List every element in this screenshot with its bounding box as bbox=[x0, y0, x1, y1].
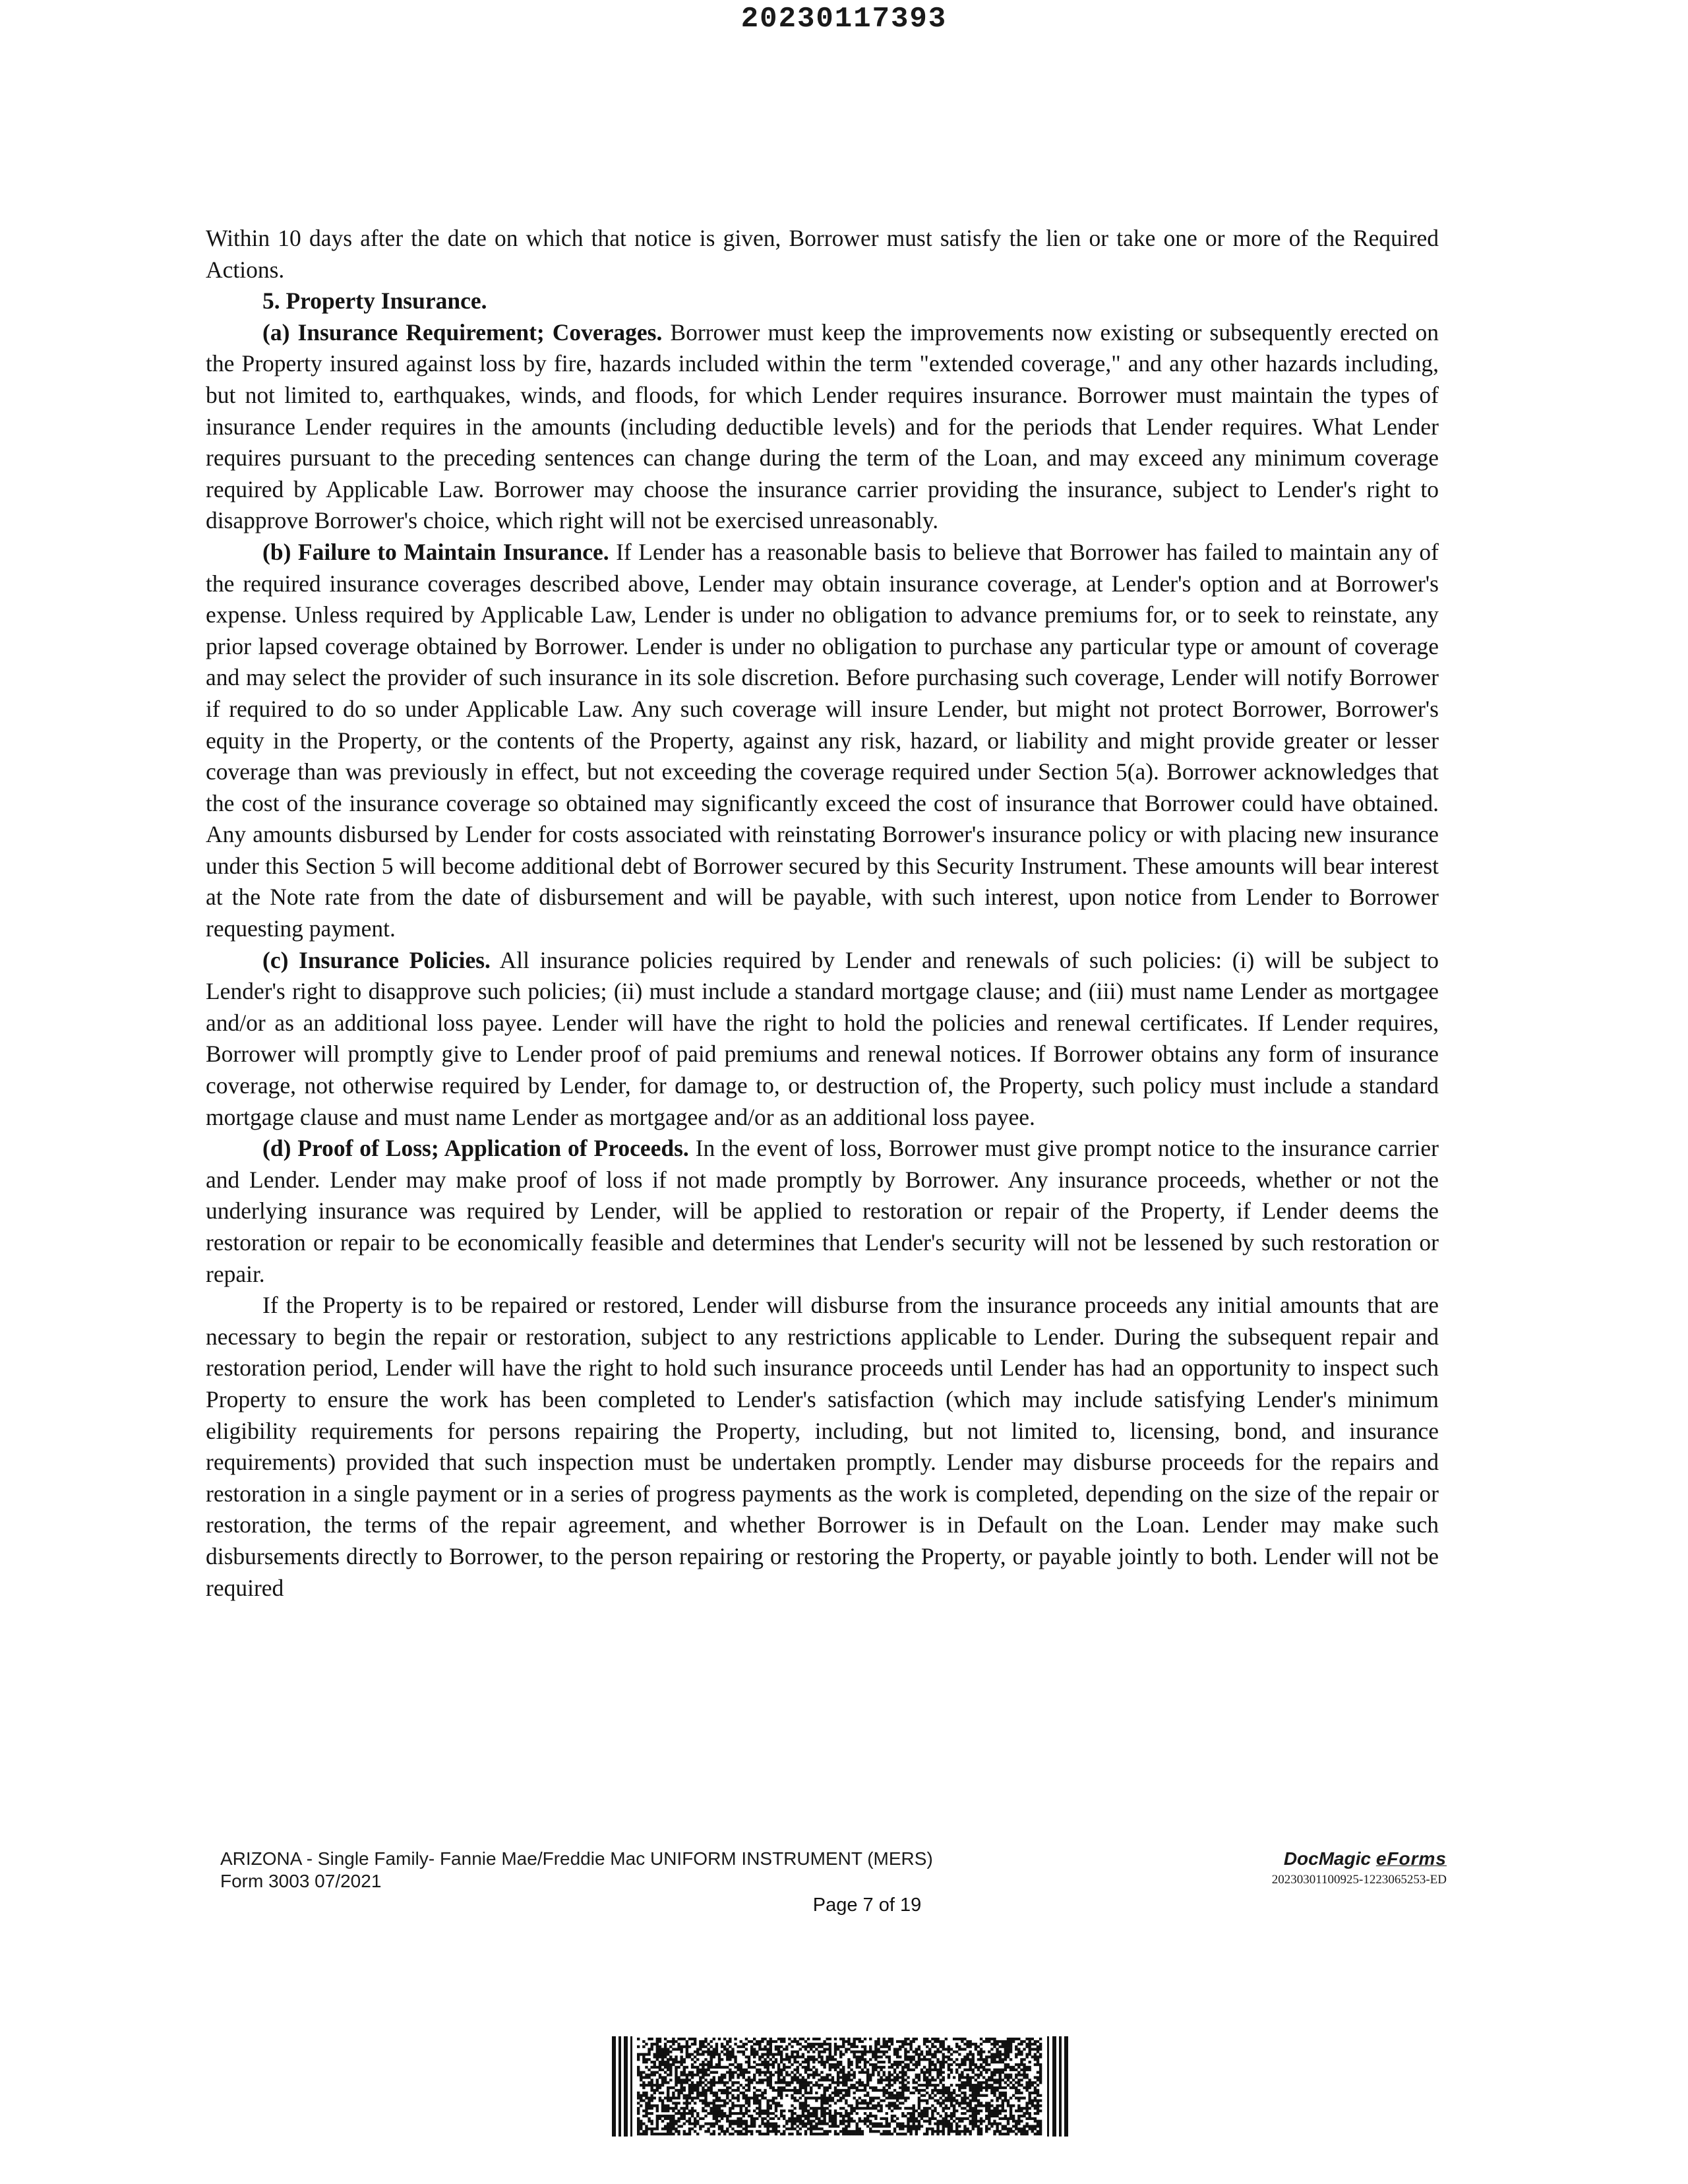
document-body bbox=[206, 223, 1439, 1604]
paragraph-5a bbox=[206, 317, 1439, 537]
document-id: 20230301100925-1223065253-ED bbox=[1271, 1873, 1447, 1887]
paragraph-5d-continued: If the Property is to be repaired or restored, Lender will disburse from the insurance proceeds any initial amounts that are necessary to begin the repair or restoration, subject to any restrictions applicable to Lender. During the subsequent repair and restoration period, Lender will have the right to hold such insurance proceeds until Lender has had an opportunity to inspect such Property to ensure the work has been completed to Lender's satisfaction (which may include satisfying Lender's minimum eligibility requirements for persons repairing the Property, including, but not limited to, licensing, bond, and insurance requirements) provided that such inspection must be undertaken promptly. Lender may disburse proceeds for the repairs and restoration in a single payment or in a series of progress payments as the work is completed, depending on the size of the repair or restoration, the terms of the repair agreement, and whether Borrower is in Default on the Loan. Lender may make such disbursements directly to Borrower, to the person repairing or restoring the Property, or payable jointly to both. Lender will not be required bbox=[206, 1292, 1439, 1601]
heading-5d: (d) Proof of Loss; Application of Proceeds. bbox=[262, 1135, 689, 1162]
form-number: Form 3003 07/2021 bbox=[220, 1871, 382, 1891]
barcode-icon bbox=[612, 2036, 1070, 2137]
brand-suffix: eForms bbox=[1375, 1848, 1447, 1869]
form-title: ARIZONA - Single Family- Fannie Mae/Freddie Mac UNIFORM INSTRUMENT (MERS) bbox=[220, 1848, 933, 1869]
form-vendor bbox=[1272, 1848, 1447, 1890]
paragraph-5d bbox=[206, 1133, 1439, 1290]
section-5-heading: 5. Property Insurance. bbox=[262, 288, 487, 315]
text-5a: Borrower must keep the improvements now existing or subsequently erected on the Property insured against loss by fire, hazards included within the term "extended coverage," and any other hazards including, but not limited to, earthquakes, winds, and floods, for which Lender requires insurance. Borrower must maintain the types of insurance Lender requires in the amounts (including deductible levels) and for the periods that Lender requires. What Lender requires pursuant to the preceding sentences can change during the term of the Loan, and may exceed any minimum coverage required by Applicable Law. Borrower may choose the insurance carrier providing the insurance, subject to Lender's right to disapprove Borrower's choice, which right will not be exercised unreasonably. bbox=[206, 318, 1439, 534]
paragraph-5c bbox=[206, 945, 1439, 1134]
text-5c: All insurance policies required by Lender and renewals of such policies: (i) will be subject to Lender's right to disapprove such policies; (ii) must include a standard mortgage clause; and (iii) must name Lender as mortgagee and/or as an additional loss payee. Lender will have the right to hold the policies and renewal certificates. If Lender requires, Borrower will promptly give to Lender proof of paid premiums and renewal notices. If Borrower obtains any form of insurance coverage, not otherwise required by Lender, for damage to, or destruction of, the Property, such policy must include a standard mortgage clause and must name Lender as mortgagee and/or as an additional loss payee. bbox=[206, 946, 1439, 1130]
page-number: Page 7 of 19 bbox=[812, 1895, 922, 1916]
brand-name: DocMagic bbox=[1283, 1848, 1372, 1869]
paragraph-5b bbox=[206, 537, 1439, 945]
recording-number: 20230117393 bbox=[740, 3, 948, 36]
heading-5b: (b) Failure to Maintain Insurance. bbox=[262, 538, 609, 565]
docmagic-logo bbox=[1272, 1848, 1447, 1870]
heading-5c: (c) Insurance Policies. bbox=[262, 946, 491, 973]
form-info bbox=[220, 1848, 933, 1893]
paragraph-required-actions: Within 10 days after the date on which that notice is given, Borrower must satisfy the lien or take one or more of the Required Actions. bbox=[206, 225, 1439, 283]
text-5b: If Lender has a reasonable basis to believe that Borrower has failed to maintain any of the required insurance coverages described above, Lender may obtain insurance coverage, at Lender's option and at Borrower's expense. Unless required by Applicable Law, Lender is under no obligation to advance premiums for, or to seek to reinstate, any prior lapsed coverage obtained by Borrower. Lender is under no obligation to purchase any particular type or amount of coverage and may select the provider of such insurance in its sole discretion. Before purchasing such coverage, Lender will notify Borrower if required to do so under Applicable Law. Any such coverage will insure Lender, but might not protect Borrower, Borrower's equity in the Property, or the contents of the Property, against any risk, hazard, or liability and might provide greater or lesser coverage than was previously in effect, but not exceeding the coverage required under Section 5(a). Borrower acknowledges that the cost of the insurance coverage so obtained may significantly exceed the cost of insurance that Borrower could have obtained. Any amounts disbursed by Lender for costs associated with reinstating Borrower's insurance policy or with placing new insurance under this Section 5 will become additional debt of Borrower secured by this Security Instrument. These amounts will bear interest at the Note rate from the date of disbursement and will be payable, with such interest, upon notice from Lender to Borrower requesting payment. bbox=[206, 538, 1439, 942]
heading-5a: (a) Insurance Requirement; Coverages. bbox=[262, 318, 663, 346]
text-5d: In the event of loss, Borrower must give prompt notice to the insurance carrier and Lender. Lender may make proof of loss if not made promptly by Borrower. Any insurance proceeds, whether or not the underlying insurance was required by Lender, will be applied to restoration or repair of the Property, if Lender deems the restoration or repair to be economically feasible and determines that Lender's security will not be lessened by such restoration or repair. bbox=[206, 1135, 1439, 1287]
